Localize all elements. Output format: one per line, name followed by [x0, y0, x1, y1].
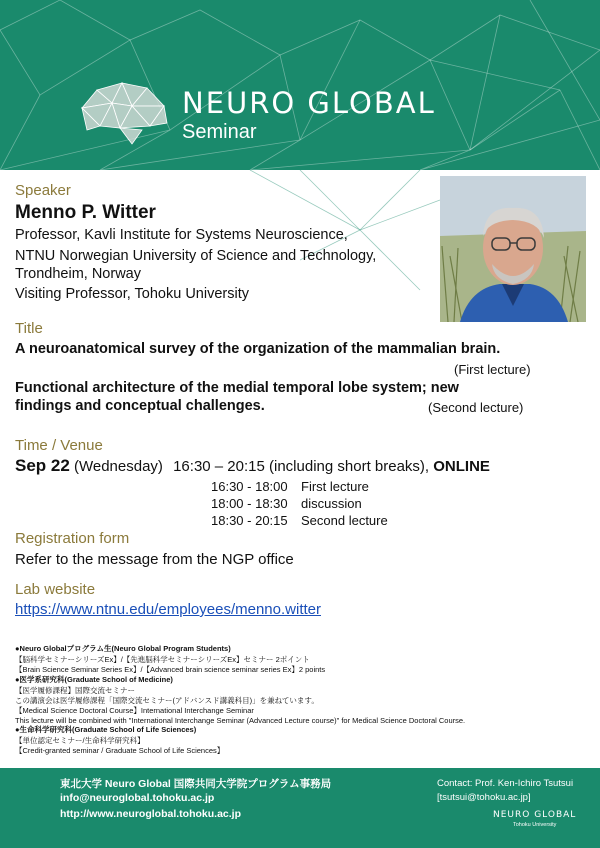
event-venue: ONLINE	[433, 458, 490, 475]
note-heading-medicine: ●医学系研究科(Graduate School of Medicine)	[15, 675, 173, 684]
lecture-1-tag: (First lecture)	[454, 362, 531, 377]
schedule-time: 18:00 - 18:30	[211, 496, 288, 511]
lecture-2-title-line-2: findings and conceptual challenges.	[15, 398, 265, 414]
lecture-1-title: A neuroanatomical survey of the organization of the mammalian brain.	[15, 341, 501, 357]
lab-website-link[interactable]: https://www.ntnu.edu/employees/menno.witter	[15, 601, 321, 618]
note-line: 【Medical Science Doctoral Course】International Interchange Seminar	[15, 706, 254, 715]
affiliation-line-3: Trondheim, Norway	[15, 266, 141, 282]
speaker-name: Menno P. Witter	[15, 202, 156, 223]
schedule-item: discussion	[301, 496, 362, 511]
schedule-item: Second lecture	[301, 513, 388, 528]
schedule-item: First lecture	[301, 479, 369, 494]
lecture-2-tag: (Second lecture)	[428, 400, 524, 415]
note-line: 【Credit-granted seminar / Graduate School of Life Sciences】	[15, 746, 225, 755]
event-weekday: (Wednesday)	[73, 458, 163, 475]
lecture-2-title-line-1: Functional architecture of the medial temporal lobe system; new	[15, 380, 459, 396]
footer-contact: Contact: Prof. Ken-Ichiro Tsutsui	[437, 778, 574, 789]
note-heading-life-sciences: ●生命科学研究科(Graduate School of Life Sciences)	[15, 725, 197, 734]
affiliation-line-1: Professor, Kavli Institute for Systems Neuroscience,	[15, 227, 348, 243]
note-line: 【単位認定セミナー/生命科学研究科】	[15, 736, 145, 745]
time-venue-label: Time / Venue	[15, 437, 103, 454]
brain-logo-icon	[72, 78, 172, 148]
schedule-row	[211, 496, 362, 511]
footer-office: 東北大学 Neuro Global 国際共同大学院プログラム事務局	[60, 778, 332, 790]
brand-title: NEURO GLOBAL	[182, 86, 436, 120]
seminar-subtitle: Seminar	[182, 121, 257, 143]
schedule-time: 16:30 - 18:00	[211, 479, 288, 494]
note-heading-ngp: ●Neuro Globalプログラム生(Neuro Global Program Students)	[15, 644, 231, 653]
affiliation-line-4: Visiting Professor, Tohoku University	[15, 286, 249, 302]
note-line: 【Brain Science Seminar Series Ex】/【Advanced brain science seminar series Ex】2 points	[15, 665, 326, 674]
footer-logo: NEURO GLOBAL	[493, 810, 577, 820]
lab-website-label: Lab website	[15, 581, 96, 598]
note-line: 【脳科学セミナーシリーズEx】/【先進脳科学セミナーシリーズEx】セミナー 2ポイント	[15, 655, 310, 664]
note-line: 【医学履修課程】国際交流セミナー	[15, 686, 135, 695]
header-banner	[0, 0, 600, 170]
schedule-row	[211, 479, 369, 494]
speaker-label: Speaker	[15, 182, 71, 199]
footer	[0, 768, 600, 848]
footer-website[interactable]: http://www.neuroglobal.tohoku.ac.jp	[60, 808, 242, 820]
event-date: Sep 22	[15, 456, 70, 475]
footer-logo-sub: Tohoku University	[513, 822, 557, 828]
speaker-photo	[440, 176, 586, 322]
schedule-row	[211, 513, 388, 528]
time-venue-line	[15, 456, 490, 476]
registration-text: Refer to the message from the NGP office	[15, 551, 294, 568]
registration-label: Registration form	[15, 530, 130, 547]
title-label: Title	[15, 320, 43, 337]
note-line: This lecture will be combined with "International Interchange Seminar (Advanced Lecture course)" for Medical Science Doctoral Course.	[15, 716, 466, 725]
note-line: この講演会は医学履修課程「国際交流セミナー(アドバンスド講義科目)」を兼ねています。	[15, 696, 319, 705]
affiliation-line-2: NTNU Norwegian University of Science and Technology,	[15, 248, 377, 264]
footer-contact-email[interactable]: [tsutsui@tohoku.ac.jp]	[437, 792, 531, 803]
event-time-range: 16:30 – 20:15 (including short breaks),	[173, 458, 430, 475]
schedule-time: 18:30 - 20:15	[211, 513, 288, 528]
footer-email[interactable]: info@neuroglobal.tohoku.ac.jp	[60, 792, 215, 804]
